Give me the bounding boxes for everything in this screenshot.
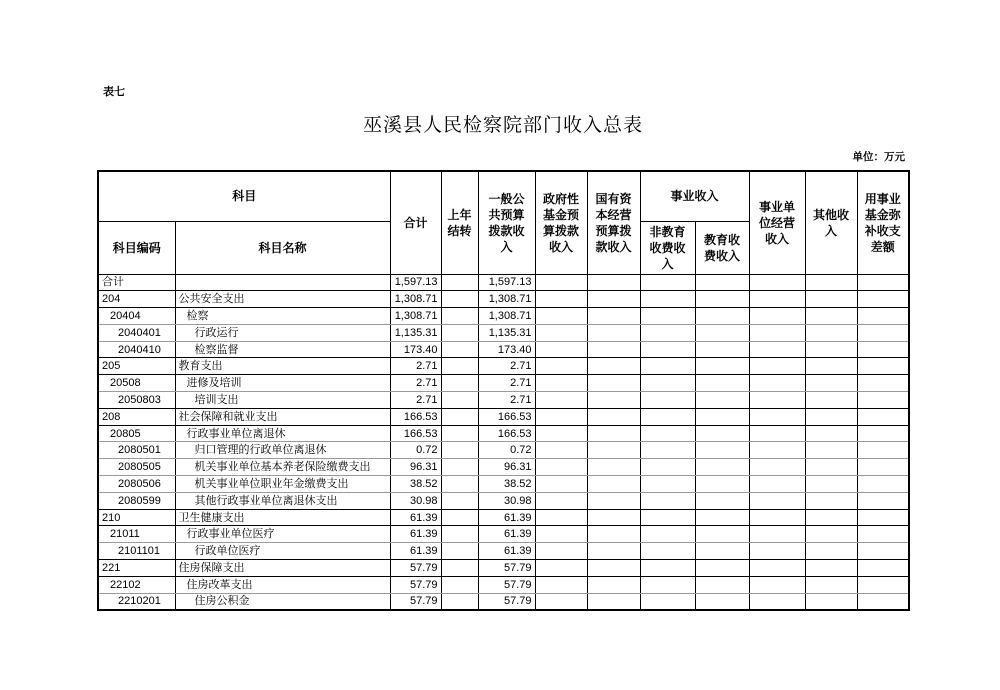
value-cell: 2.71 [390,358,441,375]
header-subject-code: 科目编码 [98,221,175,274]
value-cell [857,408,909,425]
table-row [98,358,909,375]
value-cell [441,593,478,610]
value-cell [640,425,695,442]
value-cell: 173.40 [478,341,535,358]
value-cell: 1,597.13 [390,274,441,291]
value-cell [695,291,749,308]
value-cell [587,341,640,358]
value-cell [695,308,749,325]
table-row [98,509,909,526]
header-edu-fee-income: 教育收费收入 [695,221,749,274]
value-cell [640,509,695,526]
value-cell [587,526,640,543]
value-cell [535,509,587,526]
subject-code-cell: 208 [98,408,175,425]
value-cell [805,358,857,375]
value-cell [441,543,478,560]
subject-code-cell: 2040410 [98,341,175,358]
subject-name-cell: 检察 [175,308,390,325]
value-cell [695,459,749,476]
value-cell [441,274,478,291]
value-cell: 30.98 [390,492,441,509]
header-subject-name: 科目名称 [175,221,390,274]
subject-code-cell: 2040401 [98,324,175,341]
value-cell [441,308,478,325]
value-cell [695,324,749,341]
value-cell [535,308,587,325]
value-cell [695,425,749,442]
subject-name-cell: 检察监督 [175,341,390,358]
header-operating-income: 事业收入 [640,171,749,221]
table-body [98,274,909,610]
subject-code-cell: 2101101 [98,543,175,560]
value-cell [640,358,695,375]
value-cell [805,560,857,577]
value-cell [640,274,695,291]
value-cell [805,291,857,308]
value-cell [587,274,640,291]
table-header [98,171,909,274]
subject-code-cell: 204 [98,291,175,308]
value-cell: 0.72 [390,442,441,459]
subject-code-cell: 22102 [98,576,175,593]
value-cell: 61.39 [390,526,441,543]
value-cell: 1,308.71 [478,291,535,308]
value-cell [441,509,478,526]
value-cell [695,492,749,509]
value-cell [640,576,695,593]
value-cell: 1,597.13 [478,274,535,291]
value-cell: 57.79 [478,560,535,577]
table-row [98,593,909,610]
value-cell [640,459,695,476]
income-summary-table [97,170,910,611]
value-cell [805,375,857,392]
subject-code-cell: 2080506 [98,476,175,493]
value-cell [535,476,587,493]
table-row [98,324,909,341]
value-cell [857,526,909,543]
value-cell [640,341,695,358]
subject-name-cell: 机关事业单位基本养老保险缴费支出 [175,459,390,476]
value-cell [805,341,857,358]
table-row [98,492,909,509]
value-cell: 166.53 [478,425,535,442]
value-cell: 38.52 [390,476,441,493]
subject-code-cell: 2080599 [98,492,175,509]
value-cell [805,324,857,341]
subject-code-cell: 2050803 [98,392,175,409]
value-cell [805,576,857,593]
value-cell [441,576,478,593]
value-cell: 173.40 [390,341,441,358]
value-cell [441,375,478,392]
value-cell: 61.39 [478,526,535,543]
subject-name-cell: 教育支出 [175,358,390,375]
value-cell [805,593,857,610]
value-cell [857,392,909,409]
value-cell [640,543,695,560]
header-general-budget: 一般公共预算拨款收入 [478,171,535,274]
value-cell [857,492,909,509]
value-cell [749,274,805,291]
value-cell [695,509,749,526]
header-other-income: 其他收入 [805,171,857,274]
subject-name-cell: 卫生健康支出 [175,509,390,526]
value-cell: 166.53 [478,408,535,425]
value-cell: 38.52 [478,476,535,493]
table-row [98,543,909,560]
value-cell [857,375,909,392]
value-cell: 57.79 [390,593,441,610]
table-row [98,425,909,442]
value-cell [441,476,478,493]
value-cell [441,291,478,308]
value-cell: 96.31 [478,459,535,476]
value-cell [535,576,587,593]
subject-code-cell: 2080505 [98,459,175,476]
value-cell [749,392,805,409]
value-cell: 2.71 [478,358,535,375]
value-cell [695,593,749,610]
subject-code-cell: 20805 [98,425,175,442]
value-cell [640,392,695,409]
table-row [98,408,909,425]
value-cell: 2.71 [478,375,535,392]
table-row [98,341,909,358]
value-cell [805,442,857,459]
value-cell [749,492,805,509]
value-cell [695,576,749,593]
subject-name-cell: 住房改革支出 [175,576,390,593]
value-cell [749,476,805,493]
value-cell [587,324,640,341]
value-cell [695,274,749,291]
value-cell [695,442,749,459]
value-cell [640,526,695,543]
value-cell: 166.53 [390,425,441,442]
subject-name-cell: 行政事业单位离退休 [175,425,390,442]
value-cell [857,560,909,577]
subject-code-cell: 20508 [98,375,175,392]
value-cell [749,358,805,375]
value-cell [587,476,640,493]
value-cell [805,274,857,291]
value-cell [857,425,909,442]
header-unit-business-income: 事业单位经营收入 [749,171,805,274]
value-cell: 2.71 [478,392,535,409]
value-cell [857,509,909,526]
value-cell [805,425,857,442]
value-cell: 57.79 [390,560,441,577]
table-row [98,576,909,593]
header-row-top [98,171,909,221]
value-cell [749,425,805,442]
value-cell: 61.39 [478,509,535,526]
value-cell [535,324,587,341]
value-cell [587,593,640,610]
value-cell: 0.72 [478,442,535,459]
value-cell [805,509,857,526]
value-cell [695,358,749,375]
value-cell [441,526,478,543]
subject-code-cell: 21011 [98,526,175,543]
header-fund-offset-balance: 用事业基金弥补收支差额 [857,171,909,274]
subject-name-cell: 行政事业单位医疗 [175,526,390,543]
value-cell [640,593,695,610]
value-cell: 61.39 [390,543,441,560]
value-cell [749,375,805,392]
table-row [98,476,909,493]
value-cell: 1,135.31 [390,324,441,341]
subject-code-cell: 合计 [98,274,175,291]
subject-code-cell: 205 [98,358,175,375]
value-cell [441,341,478,358]
value-cell [857,308,909,325]
value-cell [749,509,805,526]
value-cell: 57.79 [478,593,535,610]
value-cell: 96.31 [390,459,441,476]
value-cell [535,543,587,560]
value-cell [695,476,749,493]
table-row [98,308,909,325]
value-cell [587,308,640,325]
value-cell [640,442,695,459]
table-row [98,392,909,409]
value-cell: 61.39 [478,543,535,560]
value-cell [640,408,695,425]
value-cell: 1,135.31 [478,324,535,341]
value-cell [441,324,478,341]
value-cell [587,375,640,392]
subject-name-cell: 其他行政事业单位离退休支出 [175,492,390,509]
value-cell [640,324,695,341]
value-cell [749,442,805,459]
value-cell [441,408,478,425]
value-cell: 2.71 [390,375,441,392]
value-cell [749,341,805,358]
value-cell: 166.53 [390,408,441,425]
value-cell [695,543,749,560]
value-cell [695,560,749,577]
value-cell: 30.98 [478,492,535,509]
table-row [98,274,909,291]
subject-name-cell: 公共安全支出 [175,291,390,308]
value-cell [805,459,857,476]
value-cell [749,526,805,543]
subject-code-cell: 221 [98,560,175,577]
value-cell [587,459,640,476]
value-cell [535,274,587,291]
header-carryover: 上年结转 [441,171,478,274]
value-cell [749,560,805,577]
value-cell [857,341,909,358]
value-cell [857,476,909,493]
value-cell [587,576,640,593]
value-cell [640,476,695,493]
subject-name-cell: 住房保障支出 [175,560,390,577]
value-cell [640,291,695,308]
value-cell [695,526,749,543]
value-cell [640,375,695,392]
value-cell [749,593,805,610]
value-cell [441,392,478,409]
table-row [98,560,909,577]
value-cell [441,358,478,375]
subject-code-cell: 20404 [98,308,175,325]
value-cell [857,543,909,560]
value-cell [857,576,909,593]
value-cell [535,291,587,308]
value-cell [857,459,909,476]
value-cell [535,459,587,476]
value-cell [587,442,640,459]
value-cell [587,425,640,442]
table-row [98,442,909,459]
value-cell [749,291,805,308]
subject-code-cell: 2080501 [98,442,175,459]
value-cell [441,560,478,577]
header-total: 合计 [390,171,441,274]
value-cell [695,341,749,358]
value-cell [857,324,909,341]
value-cell [587,509,640,526]
value-cell [441,492,478,509]
value-cell [535,492,587,509]
value-cell [587,392,640,409]
subject-name-cell: 行政单位医疗 [175,543,390,560]
value-cell: 1,308.71 [390,291,441,308]
header-gov-fund-budget: 政府性基金预算拨款收入 [535,171,587,274]
value-cell [587,291,640,308]
value-cell [695,392,749,409]
page-title: 巫溪县人民检察院部门收入总表 [362,115,643,136]
table-row [98,291,909,308]
value-cell [535,526,587,543]
value-cell: 57.79 [390,576,441,593]
value-cell [535,408,587,425]
subject-name-cell [175,274,390,291]
value-cell: 57.79 [478,576,535,593]
value-cell [640,308,695,325]
value-cell [587,560,640,577]
value-cell: 1,308.71 [390,308,441,325]
value-cell [587,543,640,560]
value-cell [749,576,805,593]
value-cell [587,408,640,425]
subject-name-cell: 机关事业单位职业年金缴费支出 [175,476,390,493]
value-cell [805,392,857,409]
subject-code-cell: 210 [98,509,175,526]
value-cell [695,408,749,425]
value-cell: 61.39 [390,509,441,526]
table-row [98,375,909,392]
table-number-label: 表七 [103,86,125,98]
value-cell [749,408,805,425]
value-cell [441,442,478,459]
value-cell [805,526,857,543]
value-cell [535,560,587,577]
value-cell [535,442,587,459]
subject-name-cell: 社会保障和就业支出 [175,408,390,425]
subject-name-cell: 归口管理的行政单位离退休 [175,442,390,459]
value-cell [587,358,640,375]
value-cell [535,425,587,442]
value-cell [857,442,909,459]
value-cell [857,291,909,308]
subject-name-cell: 进修及培训 [175,375,390,392]
value-cell [749,324,805,341]
value-cell [441,425,478,442]
value-cell [535,341,587,358]
header-subject: 科目 [98,171,390,221]
unit-note: 单位：万元 [852,151,905,163]
value-cell [640,492,695,509]
value-cell: 2.71 [390,392,441,409]
subject-code-cell: 2210201 [98,593,175,610]
value-cell [441,459,478,476]
value-cell [587,492,640,509]
value-cell [695,375,749,392]
value-cell [805,308,857,325]
value-cell [857,358,909,375]
value-cell [535,593,587,610]
table-row [98,459,909,476]
value-cell [805,408,857,425]
value-cell: 1,308.71 [478,308,535,325]
value-cell [749,459,805,476]
value-cell [535,392,587,409]
value-cell [857,274,909,291]
value-cell [535,375,587,392]
subject-name-cell: 培训支出 [175,392,390,409]
value-cell [805,492,857,509]
value-cell [857,593,909,610]
value-cell [640,560,695,577]
value-cell [535,358,587,375]
table-row [98,526,909,543]
value-cell [749,308,805,325]
subject-name-cell: 行政运行 [175,324,390,341]
value-cell [805,476,857,493]
subject-name-cell: 住房公积金 [175,593,390,610]
header-non-edu-fee-income: 非教育收费收入 [640,221,695,274]
value-cell [805,543,857,560]
header-state-capital-budget: 国有资本经营预算拨款收入 [587,171,640,274]
value-cell [749,543,805,560]
